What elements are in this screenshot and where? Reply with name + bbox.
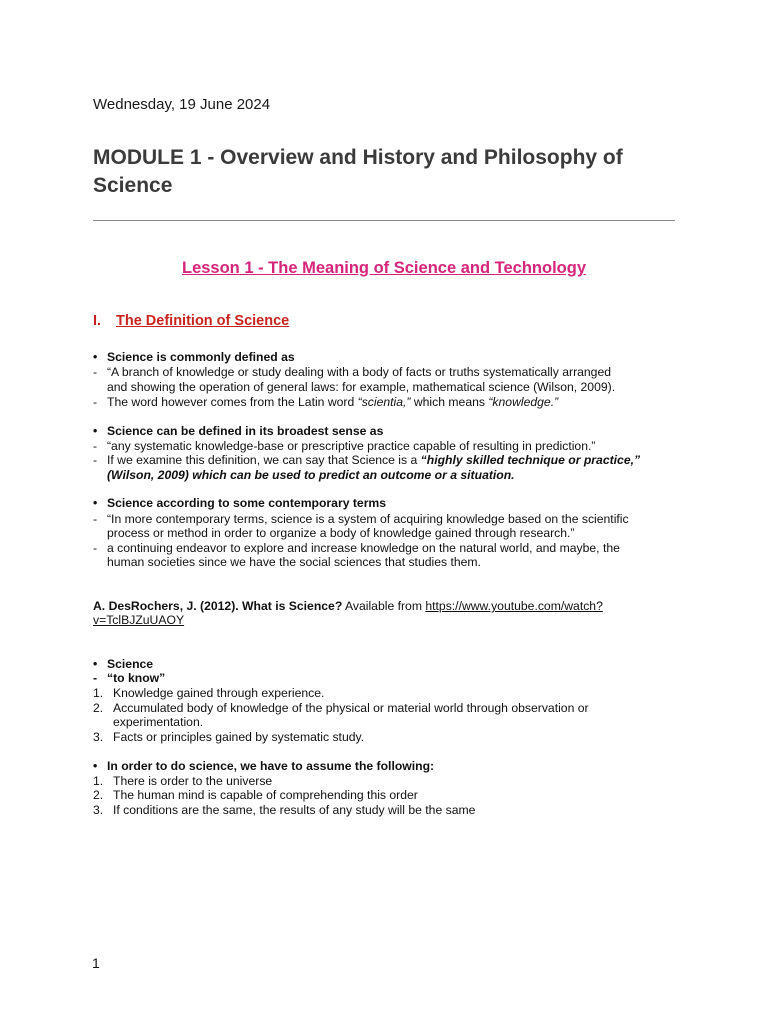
- list-item: - If we examine this definition, we can say that Science is a “highly skilled technique or practice,”: [93, 453, 641, 467]
- numbered-item: 1. Knowledge gained through experience.: [93, 686, 325, 700]
- numbered-item: 3. If conditions are the same, the results of any study will be the same: [93, 803, 476, 817]
- lesson-title: Lesson 1 - The Meaning of Science and Technology: [181, 259, 586, 277]
- bullet-contemporary-terms: • Science according to some contemporary terms: [93, 496, 387, 510]
- module-title: MODULE 1 - Overview and History and Philosophy of Science: [93, 146, 623, 197]
- section-heading: [93, 313, 289, 329]
- bullet-assumptions: • In order to do science, we have to assume the following:: [93, 759, 435, 773]
- section-number: I.: [93, 313, 102, 329]
- reference-link-continuation: [93, 613, 184, 628]
- bullet-science: • Science: [93, 657, 154, 671]
- list-item-continuation: process or method in order to organize a body of knowledge gained through research.”: [107, 526, 575, 540]
- numbered-item-continuation: experimentation.: [113, 715, 204, 729]
- bullet-broadest-sense: • Science can be defined in its broadest sense as: [93, 424, 384, 438]
- bullet-marker: •: [93, 759, 98, 773]
- list-item-continuation: human societies since we have the social sciences that studies them.: [107, 555, 481, 569]
- list-item-continuation: (Wilson, 2009) which can be used to predict an outcome or a situation.: [107, 468, 515, 482]
- reference-link[interactable]: v=TclBJZuUAOY: [93, 613, 185, 627]
- list-item: - “In more contemporary terms, science is a system of acquiring knowledge based on the scientific: [93, 512, 629, 526]
- list-item: - “any systematic knowledge-base or prescriptive practice capable of resulting in prediction.”: [93, 439, 596, 453]
- list-item: - The word however comes from the Latin word “scientia,” which means “knowledge.”: [93, 395, 559, 409]
- document-date: Wednesday, 19 June 2024: [93, 96, 271, 113]
- numbered-item: 1. There is order to the universe: [93, 774, 273, 788]
- numbered-item: 2. Accumulated body of knowledge of the physical or material world through observation or: [93, 701, 589, 715]
- dash-marker: -: [93, 453, 98, 467]
- dash-marker: -: [93, 512, 98, 526]
- list-item: - “A branch of knowledge or study dealing with a body of facts or truths systematically arranged: [93, 365, 612, 379]
- dash-marker: -: [93, 541, 98, 555]
- dash-marker: -: [93, 395, 98, 409]
- bullet-marker: •: [93, 496, 98, 510]
- reference-link[interactable]: https://www.youtube.com/watch?: [425, 599, 603, 613]
- sub-item-to-know: - “to know”: [93, 671, 166, 685]
- dash-marker: -: [93, 439, 98, 453]
- section-title: The Definition of Science: [116, 313, 290, 329]
- bullet-commonly-defined: • Science is commonly defined as: [93, 350, 295, 364]
- list-item-continuation: and showing the operation of general laws: for example, mathematical science (Wilson, 2009).: [107, 380, 616, 394]
- numbered-item: 3. Facts or principles gained by systematic study.: [93, 730, 365, 744]
- bullet-marker: •: [93, 657, 98, 671]
- bullet-marker: •: [93, 424, 98, 438]
- reference-citation: A. DesRochers, J. (2012). What is Science? Available from https://www.youtube.com/watch?: [93, 599, 603, 613]
- dash-marker: -: [93, 365, 98, 379]
- bullet-marker: •: [93, 350, 98, 364]
- numbered-item: 2. The human mind is capable of comprehending this order: [93, 788, 418, 802]
- list-item: - a continuing endeavor to explore and increase knowledge on the natural world, and maybe, the: [93, 541, 620, 555]
- dash-marker: -: [93, 671, 98, 685]
- title-divider: [93, 220, 675, 221]
- page-number: 1: [92, 955, 100, 971]
